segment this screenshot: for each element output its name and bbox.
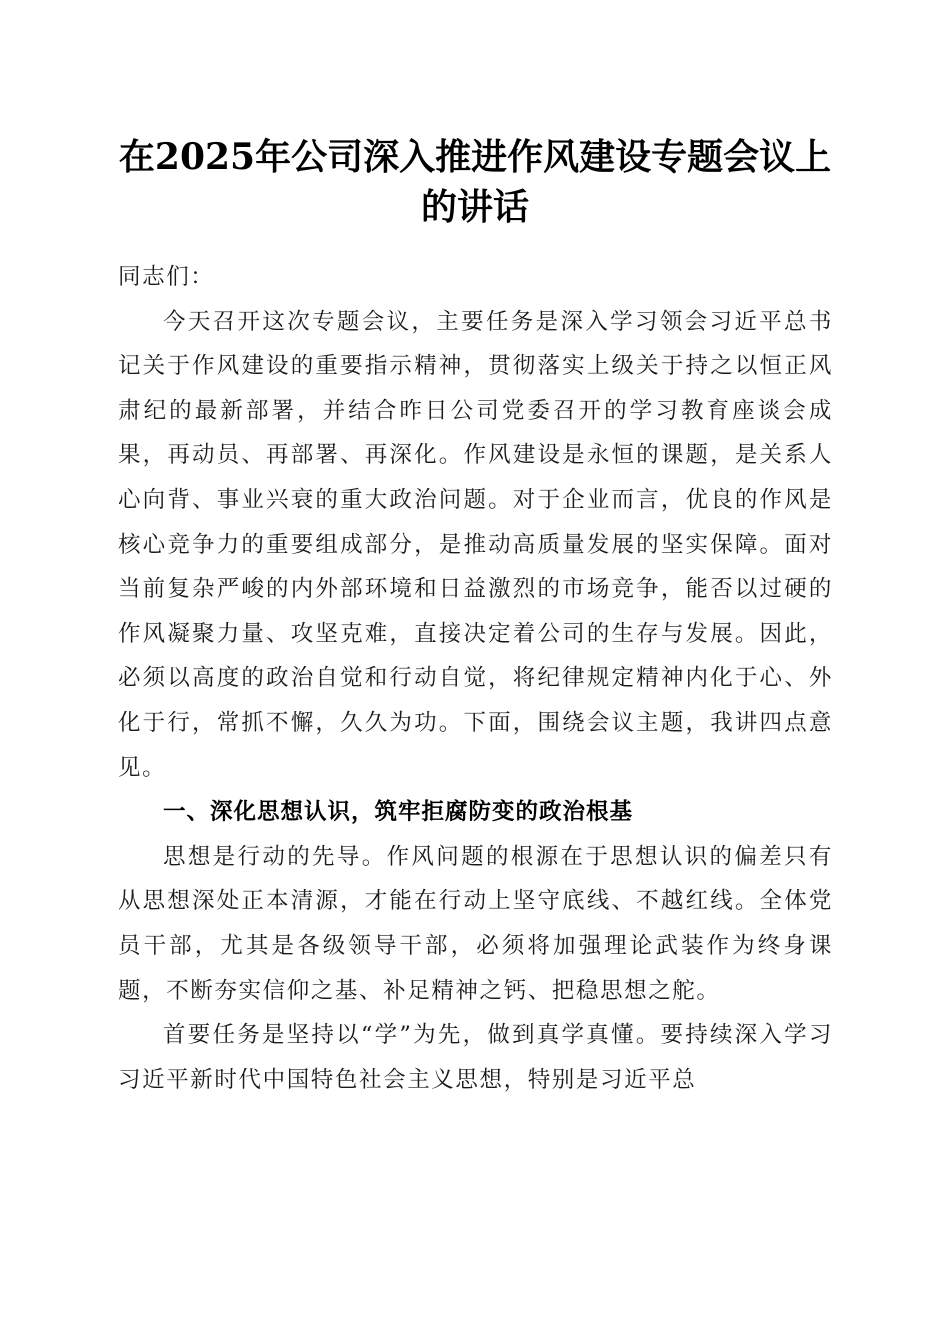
title-line-1: 在2025年公司深入推进作风建设专题会议上	[118, 136, 832, 178]
document-title	[110, 132, 840, 232]
section-1-paragraph-1: 思想是行动的先导。作风问题的根源在于思想认识的偏差只有从思想深处正本清源，才能在行动上坚守底线、不越红线。全体党员干部，尤其是各级领导干部，必须将加强理论武装作为终身课题，不断夯实信仰之基、补足精神之钙、把稳思想之舵。	[118, 843, 833, 1004]
salutation: 同志们：	[118, 264, 215, 290]
title-line-2: 的讲话	[420, 186, 529, 228]
section-heading-1: 一、深化思想认识，筑牢拒腐防变的政治根基	[163, 799, 634, 826]
section-1-paragraph-2: 首要任务是坚持以“学”为先，做到真学真懂。要持续深入学习习近平新时代中国特色社会主义思想，特别是习近平总	[118, 1022, 833, 1093]
document-body	[118, 255, 833, 1102]
intro-paragraph: 今天召开这次专题会议，主要任务是深入学习领会习近平总书记关于作风建设的重要指示精神，贯彻落实上级关于持之以恒正风肃纪的最新部署，并结合昨日公司党委召开的学习教育座谈会成果，再动员、再部署、再深化。作风建设是永恒的课题，是关系人心向背、事业兴衰的重大政治问题。对于企业而言，优良的作风是核心竞争力的重要组成部分，是推动高质量发展的坚实保障。面对当前复杂严峻的内外部环境和日益激烈的市场竞争，能否以过硬的作风凝聚力量、攻坚克难，直接决定着公司的生存与发展。因此，必须以高度的政治自觉和行动自觉，将纪律规定精神内化于心、外化于行，常抓不懈，久久为功。下面，围绕会议主题，我讲四点意见。	[118, 308, 833, 781]
